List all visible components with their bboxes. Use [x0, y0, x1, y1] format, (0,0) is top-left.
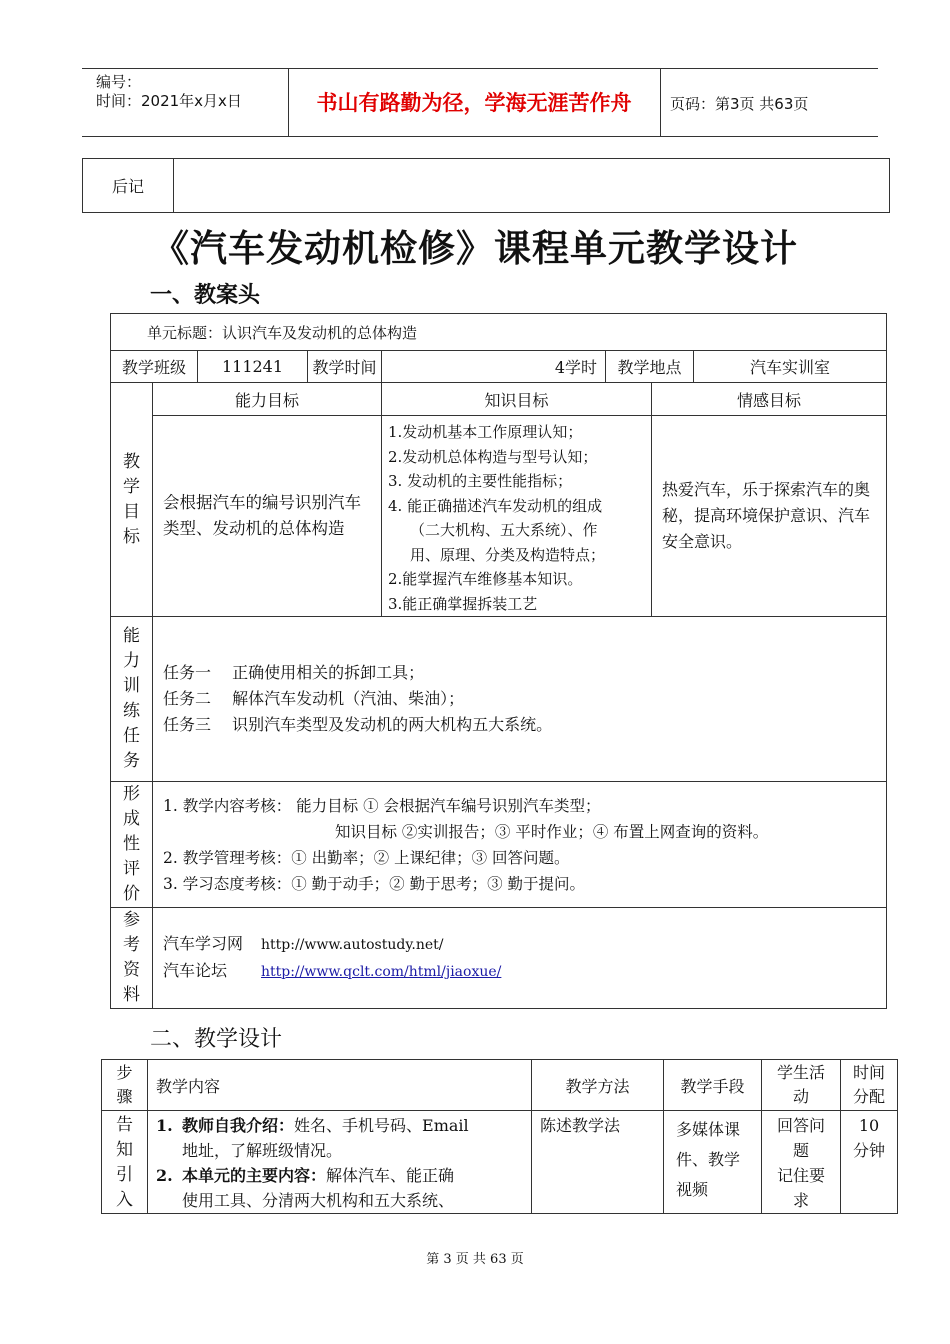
class-label: 教学班级 [111, 351, 198, 383]
place-label: 教学地点 [606, 351, 694, 383]
header-content: 教学内容 [148, 1060, 532, 1111]
header-time: 时间 分配 [841, 1060, 898, 1111]
intro-method: 陈述教学法 [532, 1111, 664, 1214]
teaching-design-table [101, 1059, 898, 1214]
time-label: 教学时间 [308, 351, 382, 383]
header-page-info: 页码：第3页 共63页 [670, 95, 809, 113]
header-bottom-rule [82, 136, 878, 137]
intro-activity: 回答问 题 记住要 求 [762, 1111, 841, 1214]
place-value: 汽车实训室 [694, 351, 887, 383]
knowledge-goal-list [382, 416, 652, 617]
section-1-title: 一、教案头 [150, 282, 261, 308]
class-value: 111241 [198, 351, 308, 383]
knowledge-item: （二大机构、五大系统）、作 [410, 521, 598, 539]
step-intro: 告 知 引 入 [102, 1111, 148, 1214]
knowledge-item: 用、原理、分类及构造特点； [410, 545, 606, 564]
evaluation-label: 形 成 性 评 价 [111, 782, 153, 908]
section-2-title: 二、教学设计 [150, 1027, 283, 1052]
header-means: 教学手段 [664, 1060, 762, 1111]
header-method: 教学方法 [532, 1060, 664, 1111]
knowledge-item: 1.发动机基本工作原理认知； [388, 423, 583, 441]
header-motto: 书山有路勤为径，学海无涯苦作舟 [316, 90, 632, 115]
knowledge-item: 3. 发动机的主要性能指标； [388, 472, 573, 490]
references-list [153, 908, 887, 1009]
intro-time: 10 分钟 [841, 1111, 898, 1214]
tasks-label: 能 力 训 练 任 务 [111, 617, 153, 782]
reference-link-autostudy[interactable]: http://www.autostudy.net/ [261, 937, 444, 953]
goals-label: 教 学 目 标 [111, 383, 153, 617]
ability-goal-text: 会根据汽车的编号识别汽车类型、发动机的总体构造 [153, 416, 382, 617]
evaluation-line: 2. 教学管理考核：① 出勤率；② 上课纪律；③ 回答问题。 [163, 848, 570, 867]
knowledge-item: 4. 能正确描述汽车发动机的组成 [388, 496, 603, 515]
intro-means: 多媒体课 件、教学 视频 [664, 1111, 762, 1214]
task-item: 任务三 识别汽车类型及发动机的两大机构五大系统。 [163, 715, 553, 734]
afterword-value [174, 159, 890, 213]
knowledge-item: 3.能正确掌握拆装工艺 [388, 594, 538, 613]
intro-content: 1. 教师自我介绍：姓名、手机号码、Email 地址，了解班级情况。 2. 本单元的主要内容：解体汽车、能正确 使用工具、分清两大机构和五大系统、 [148, 1111, 532, 1214]
reference-link-qclt[interactable]: http://www.qclt.com/html/jiaoxue/ [261, 964, 502, 980]
task-item: 任务二 解体汽车发动机（汽油、柴油）； [163, 689, 465, 708]
lesson-plan-table [110, 313, 887, 1009]
header-divider-right [660, 68, 661, 136]
reference-name: 汽车学习网 [163, 934, 244, 953]
time-value: 4学时 [382, 351, 606, 383]
page-footer: 第 3 页 共 63 页 [426, 1252, 524, 1267]
evaluation-line: 1. 教学内容考核： 能力目标 ① 会根据汽车编号识别汽车类型； [163, 796, 601, 815]
evaluation-list [153, 782, 887, 908]
header-step: 步 骤 [102, 1060, 148, 1111]
knowledge-goal-header: 知识目标 [382, 383, 652, 416]
emotion-goal-text: 热爱汽车，乐于探索汽车的奥秘，提高环境保护意识、汽车安全意识。 [652, 416, 887, 617]
knowledge-item: 2.能掌握汽车维修基本知识。 [388, 570, 583, 588]
tasks-list [153, 617, 887, 782]
knowledge-item: 2.发动机总体构造与型号认知； [388, 447, 598, 466]
header-time-label: 时间：2021年x月x日 [96, 92, 242, 110]
afterword-label: 后记 [83, 159, 174, 213]
reference-name: 汽车论坛 [163, 961, 228, 980]
task-item: 任务一 正确使用相关的拆卸工具； [163, 663, 425, 682]
afterword-table [82, 158, 890, 213]
header-number-label: 编号： [96, 73, 142, 91]
header-activity: 学生活 动 [762, 1060, 841, 1111]
references-label: 参 考 资 料 [111, 908, 153, 1009]
unit-title: 单元标题：认识汽车及发动机的总体构造 [111, 314, 887, 351]
ability-goal-header: 能力目标 [153, 383, 382, 416]
evaluation-line: 3. 学习态度考核：① 勤于动手；② 勤于思考；③ 勤于提问。 [163, 874, 585, 893]
emotion-goal-header: 情感目标 [652, 383, 887, 416]
evaluation-line: 知识目标 ②实训报告；③ 平时作业；④ 布置上网查询的资料。 [335, 822, 769, 841]
document-title: 《汽车发动机检修》课程单元教学设计 [152, 226, 798, 270]
